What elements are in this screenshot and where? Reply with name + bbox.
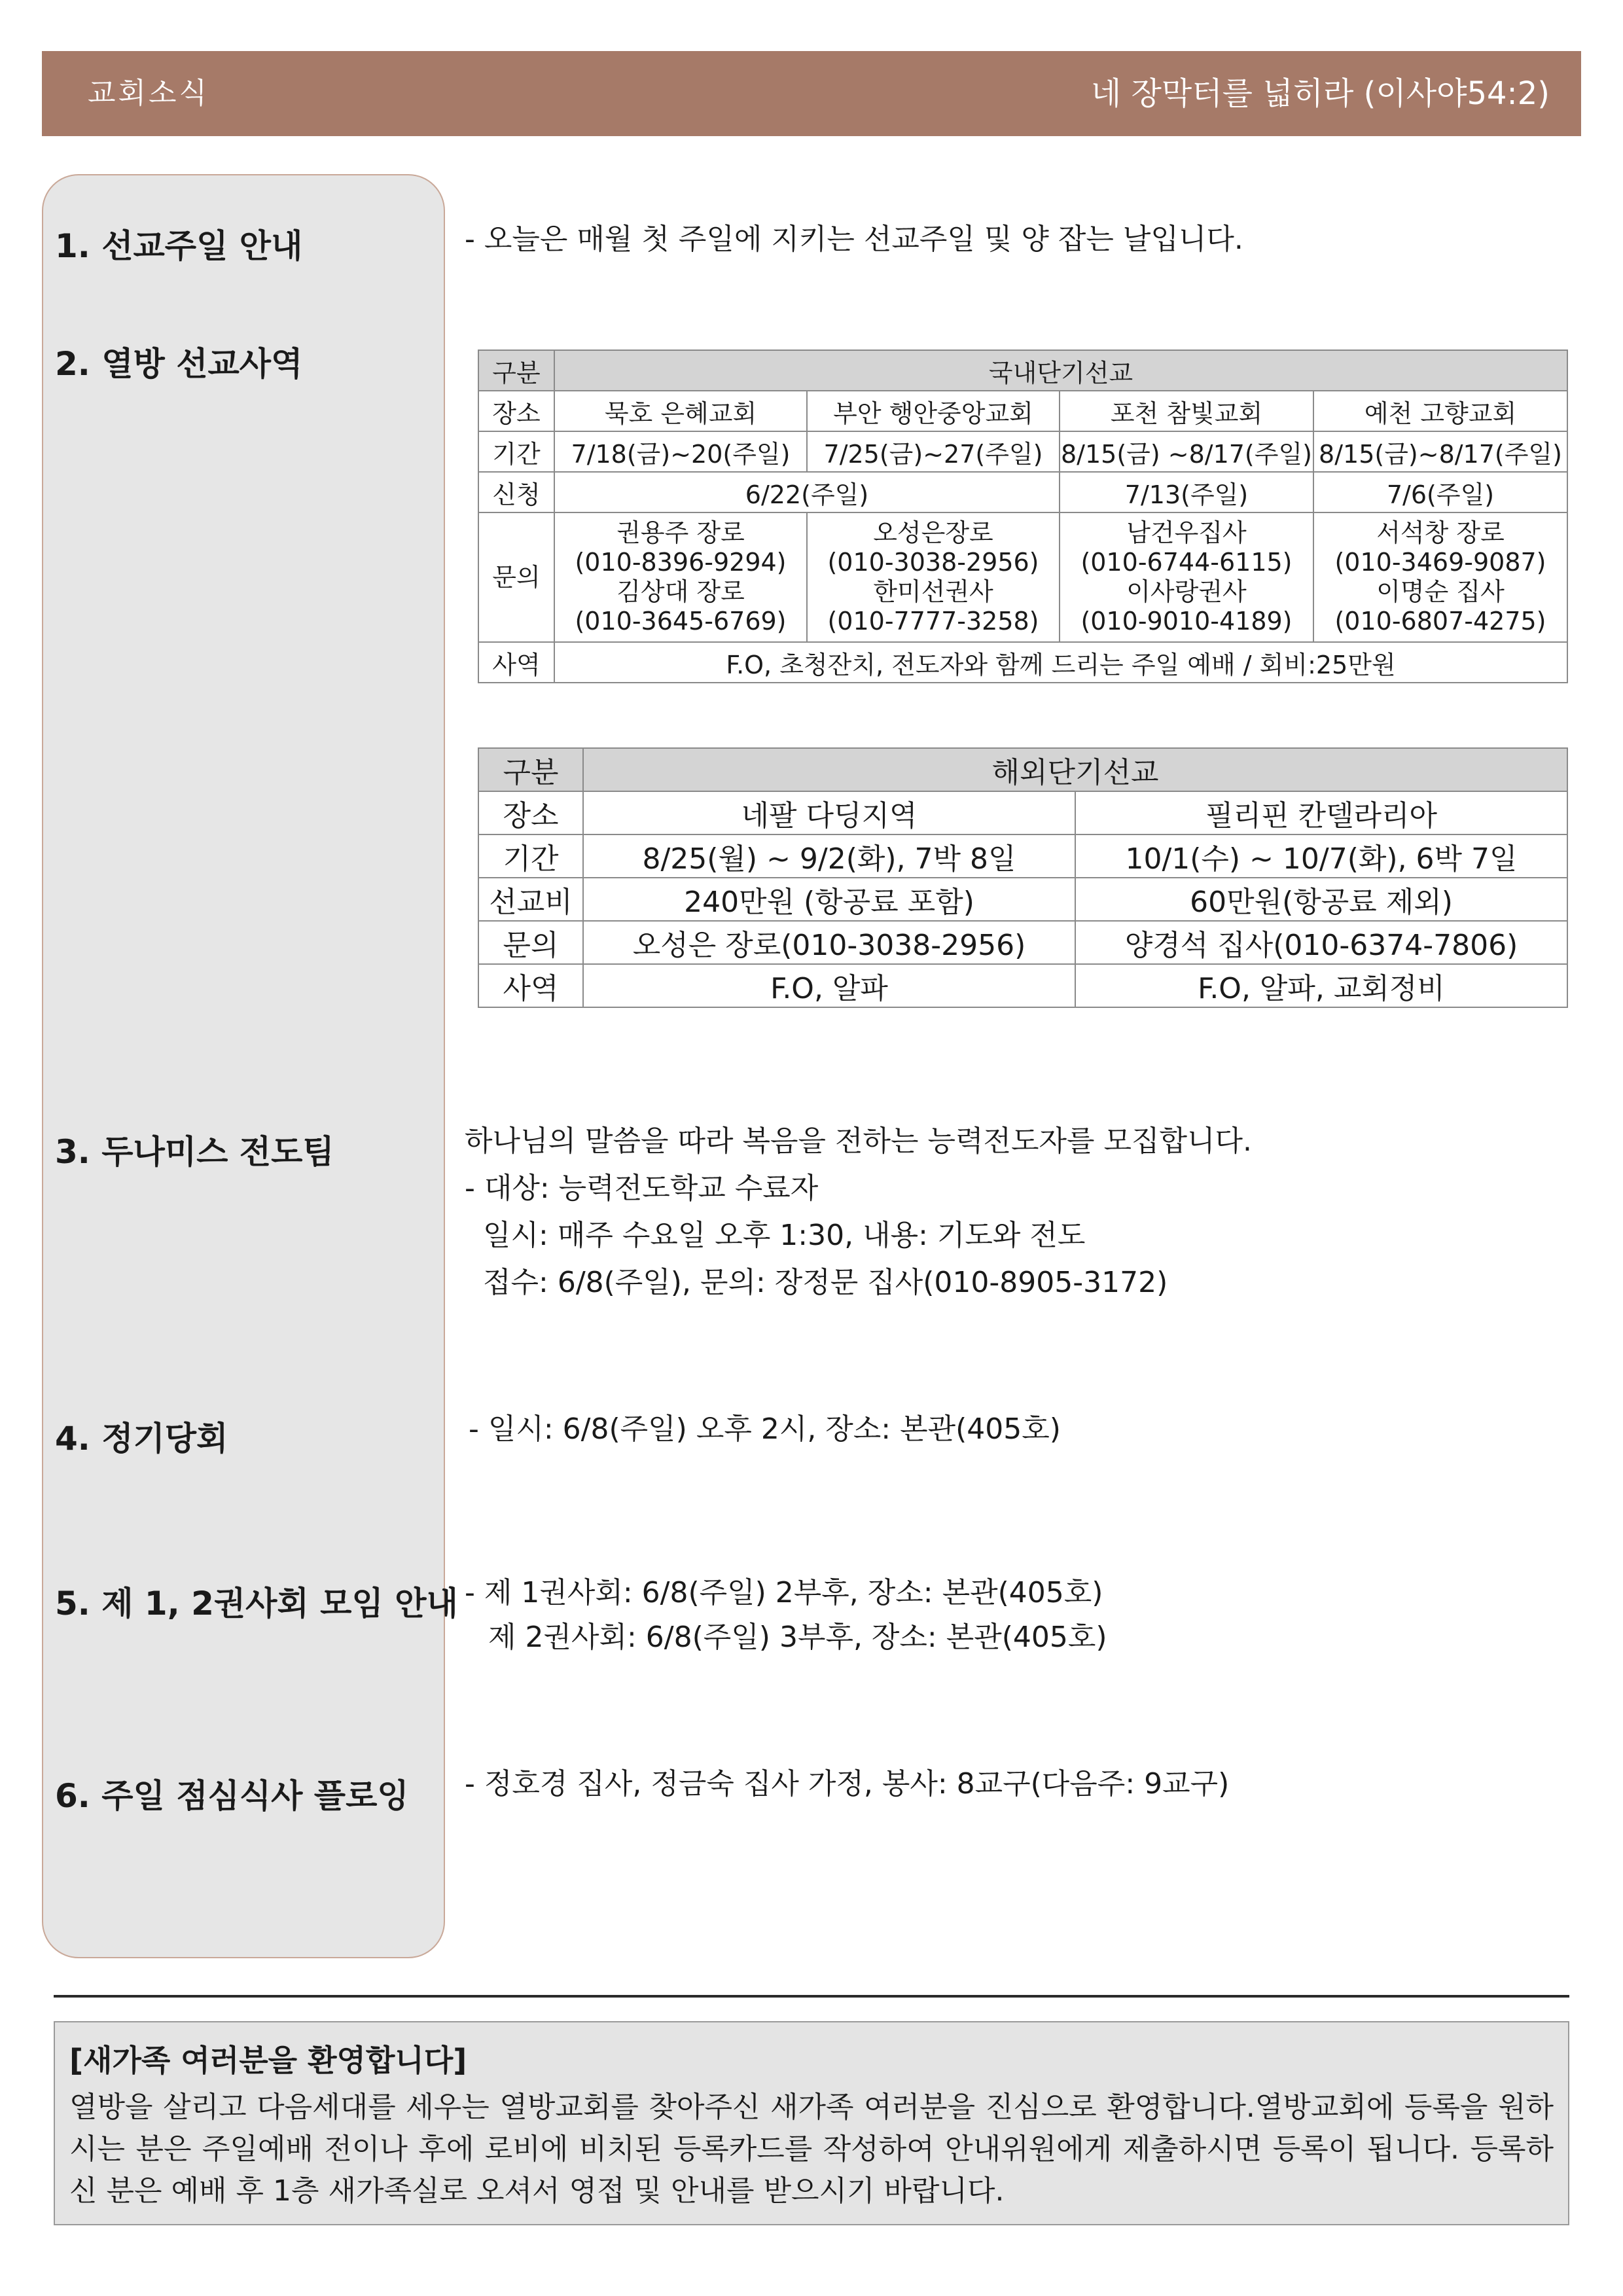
section-5-line-2: 제 2권사회: 6/8(주일) 3부후, 장소: 본관(405호) <box>488 1621 1107 1654</box>
overseas-mission-table <box>478 747 1568 1008</box>
table-row <box>478 350 1567 391</box>
header-scripture: 네 장막터를 넓히라 (이사야54:2) <box>1090 75 1550 112</box>
contact-cell <box>554 512 807 642</box>
row-label: 신청 <box>478 472 554 512</box>
section-1-text: - 오늘은 매월 첫 주일에 지키는 선교주일 및 양 잡는 날입니다. <box>465 223 1243 256</box>
contact-cell <box>1313 512 1567 642</box>
table-cell: 구분 <box>478 748 583 791</box>
table-cell: 오성은 장로(010-3038-2956) <box>583 921 1075 964</box>
section-3-line-3: 일시: 매주 수요일 오후 1:30, 내용: 기도와 전도 <box>483 1219 1086 1252</box>
section-4-title: 4. 정기당회 <box>55 1420 228 1458</box>
section-2-title: 2. 열방 선교사역 <box>55 345 303 383</box>
table-cell: F.O, 알파 <box>583 964 1075 1007</box>
contact-phone: (010-9010-4189) <box>1080 607 1293 636</box>
section-3-line-1: 하나님의 말씀을 따라 복음을 전하는 능력전도자를 모집합니다. <box>465 1124 1253 1158</box>
overseas-table-title: 해외단기선교 <box>583 748 1567 791</box>
row-label: 사역 <box>478 964 583 1007</box>
table-cell: 부안 행안중앙교회 <box>807 391 1060 431</box>
row-label: 기간 <box>478 834 583 878</box>
table-row <box>478 748 1567 791</box>
contact-cell <box>807 512 1060 642</box>
contact-cell <box>1060 512 1313 642</box>
section-3-line-2: - 대상: 능력전도학교 수료자 <box>465 1172 819 1205</box>
table-cell: 8/25(월) ~ 9/2(화), 7박 8일 <box>583 834 1075 878</box>
table-row <box>478 964 1567 1007</box>
contact-phone: (010-3038-2956) <box>827 548 1039 577</box>
header-section-label: 교회소식 <box>88 77 210 110</box>
table-cell: 7/25(금)~27(주일) <box>807 431 1060 472</box>
table-cell: 양경석 집사(010-6374-7806) <box>1075 921 1567 964</box>
table-cell: 7/18(금)~20(주일) <box>554 431 807 472</box>
contact-name: 오성은장로 <box>873 518 993 547</box>
contact-name: 김상대 장로 <box>616 577 745 606</box>
table-row <box>478 391 1567 431</box>
section-title-sidebar <box>42 174 445 1958</box>
table-cell: 7/6(주일) <box>1313 472 1567 512</box>
section-1-title: 1. 선교주일 안내 <box>55 227 303 265</box>
welcome-title: [새가족 여러분을 환영합니다] <box>69 2043 467 2078</box>
divider-line <box>54 1995 1569 1998</box>
contact-name: 남건우집사 <box>1126 518 1247 547</box>
section-4-text: - 일시: 6/8(주일) 오후 2시, 장소: 본관(405호) <box>469 1412 1061 1446</box>
row-label: 장소 <box>478 791 583 834</box>
table-cell: 6/22(주일) <box>554 472 1060 512</box>
contact-name: 서석창 장로 <box>1376 518 1505 547</box>
table-cell: 구분 <box>478 350 554 391</box>
table-cell: 포천 참빛교회 <box>1060 391 1313 431</box>
table-cell: 묵호 은혜교회 <box>554 391 807 431</box>
contact-name: 이명순 집사 <box>1376 577 1505 606</box>
table-row <box>478 512 1567 642</box>
contact-name: 이사랑권사 <box>1126 577 1247 606</box>
section-6-text: - 정호경 집사, 정금숙 집사 가정, 봉사: 8교구(다음주: 9교구) <box>465 1767 1230 1801</box>
domestic-mission-table <box>478 350 1568 683</box>
table-cell: 8/15(금)~8/17(주일) <box>1313 431 1567 472</box>
row-label: 문의 <box>478 921 583 964</box>
table-row <box>478 921 1567 964</box>
table-row <box>478 431 1567 472</box>
table-cell: 240만원 (항공료 포함) <box>583 878 1075 921</box>
row-label: 기간 <box>478 431 554 472</box>
table-cell: F.O, 알파, 교회정비 <box>1075 964 1567 1007</box>
table-cell: 8/15(금) ~8/17(주일) <box>1060 431 1313 472</box>
row-label: 장소 <box>478 391 554 431</box>
table-row <box>478 878 1567 921</box>
contact-phone: (010-8396-9294) <box>575 548 787 577</box>
table-cell: 60만원(항공료 제외) <box>1075 878 1567 921</box>
welcome-body: 열방을 살리고 다음세대를 세우는 열방교회를 찾아주신 새가족 여러분을 진심으로 환영합니다.열방교회에 등록을 원하시는 분은 주일예배 전이나 후에 로비에 비치된 등록카드를 작성하여 안내위원에게 제출하시면 등록이 됩니다. 등록하신 분은 예배 후 1층 새가족실로 오셔서 영접 및 안내를 받으시기 바랍니다. <box>69 2090 1554 2208</box>
section-3-line-4: 접수: 6/8(주일), 문의: 장정문 집사(010-8905-3172) <box>483 1266 1168 1299</box>
contact-phone: (010-6807-4275) <box>1334 607 1546 636</box>
table-row <box>478 472 1567 512</box>
domestic-table-title: 국내단기선교 <box>554 350 1567 391</box>
welcome-box <box>54 2021 1569 2225</box>
contact-name: 권용주 장로 <box>616 518 745 547</box>
table-row <box>478 834 1567 878</box>
row-label: 문의 <box>478 512 554 642</box>
section-5-title: 5. 제 1, 2권사회 모임 안내 <box>55 1585 458 1623</box>
table-cell: 네팔 다딩지역 <box>583 791 1075 834</box>
row-label: 사역 <box>478 642 554 683</box>
table-cell: 10/1(수) ~ 10/7(화), 6박 7일 <box>1075 834 1567 878</box>
table-cell: 필리핀 칸델라리아 <box>1075 791 1567 834</box>
table-row <box>478 791 1567 834</box>
table-row <box>478 642 1567 683</box>
table-cell: 예천 고향교회 <box>1313 391 1567 431</box>
contact-phone: (010-3469-9087) <box>1334 548 1546 577</box>
section-5-line-1: - 제 1권사회: 6/8(주일) 2부후, 장소: 본관(405호) <box>465 1576 1103 1609</box>
section-3-title: 3. 두나미스 전도팀 <box>55 1133 334 1171</box>
table-cell: 7/13(주일) <box>1060 472 1313 512</box>
section-6-title: 6. 주일 점심식사 플로잉 <box>55 1777 409 1815</box>
page-header <box>42 51 1581 136</box>
table-cell: F.O, 초청잔치, 전도자와 함께 드리는 주일 예배 / 회비:25만원 <box>554 642 1567 683</box>
contact-name: 한미선권사 <box>873 577 993 606</box>
row-label: 선교비 <box>478 878 583 921</box>
contact-phone: (010-6744-6115) <box>1080 548 1293 577</box>
contact-phone: (010-7777-3258) <box>827 607 1039 636</box>
contact-phone: (010-3645-6769) <box>575 607 787 636</box>
